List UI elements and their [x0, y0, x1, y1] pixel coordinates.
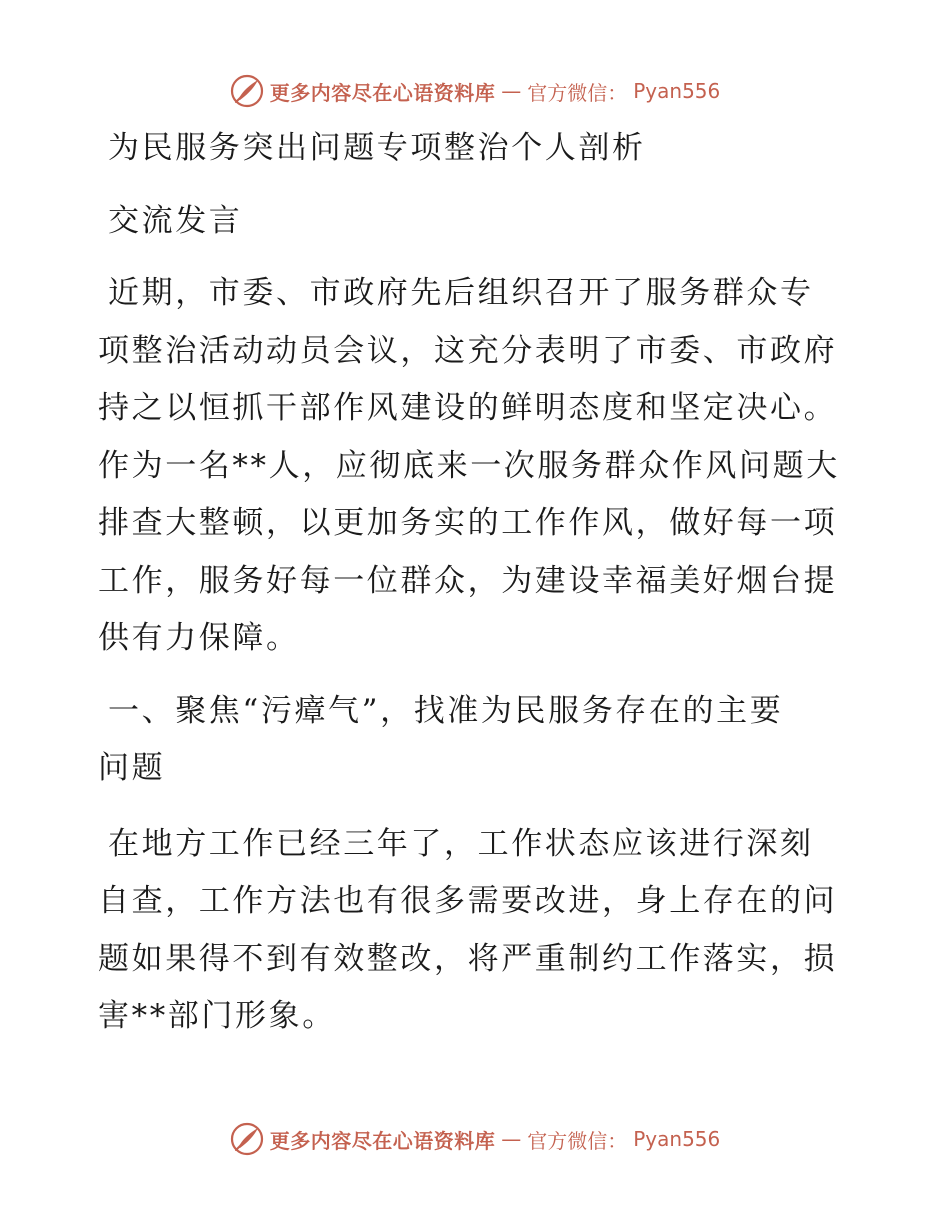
- paragraph-line: 害**部门形象。: [98, 998, 336, 1034]
- section-heading-line: 问题: [98, 750, 166, 786]
- paragraph-line: 供有力保障。: [98, 620, 300, 656]
- watermark-wechat-id: Pyan556: [633, 1127, 721, 1151]
- paragraph-line: 自查，工作方法也有很多需要改进，身上存在的问: [98, 883, 838, 919]
- watermark-separator: —: [501, 1127, 522, 1151]
- watermark-wechat-id: Pyan556: [633, 79, 721, 103]
- paragraph-line: 近期，市委、市政府先后组织召开了服务群众专: [108, 275, 814, 311]
- section-heading-line: 一、聚焦“污瘴气”，找准为民服务存在的主要: [108, 692, 784, 729]
- watermark-wechat-label: 官方微信：: [527, 1128, 628, 1153]
- section-heading: [98, 683, 850, 798]
- watermark-separator: —: [501, 79, 522, 103]
- watermark-wechat-label: 官方微信：: [527, 80, 628, 105]
- paragraph-line: 题如果得不到有效整改，将严重制约工作落实，损: [98, 940, 838, 977]
- document-subtitle: 交流发言: [108, 202, 243, 239]
- paragraph-line: 排查大整顿，以更加务实的工作作风，做好每一项: [98, 505, 838, 541]
- watermark-header: [0, 74, 950, 108]
- paragraph-line: 在地方工作已经三年了，工作状态应该进行深刻: [108, 825, 814, 862]
- watermark-footer: [0, 1122, 950, 1156]
- document-body: [98, 120, 850, 1046]
- intro-paragraph: [98, 265, 850, 668]
- section-paragraph: [98, 816, 850, 1046]
- watermark-site-text: 更多内容尽在心语资料库: [269, 1128, 496, 1153]
- document-title: 为民服务突出问题专项整治个人剖析: [108, 130, 646, 166]
- paragraph-line: 持之以恒抓干部作风建设的鲜明态度和坚定决心。: [98, 390, 838, 426]
- quill-logo-icon: [230, 1122, 264, 1156]
- paragraph-line: 工作，服务好每一位群众，为建设幸福美好烟台提: [98, 562, 838, 599]
- watermark-site-text: 更多内容尽在心语资料库: [269, 80, 496, 105]
- paragraph-line: 项整治活动动员会议，这充分表明了市委、市政府: [98, 332, 838, 369]
- quill-logo-icon: [230, 74, 264, 108]
- paragraph-line: 作为一名**人，应彻底来一次服务群众作风问题大: [98, 447, 840, 484]
